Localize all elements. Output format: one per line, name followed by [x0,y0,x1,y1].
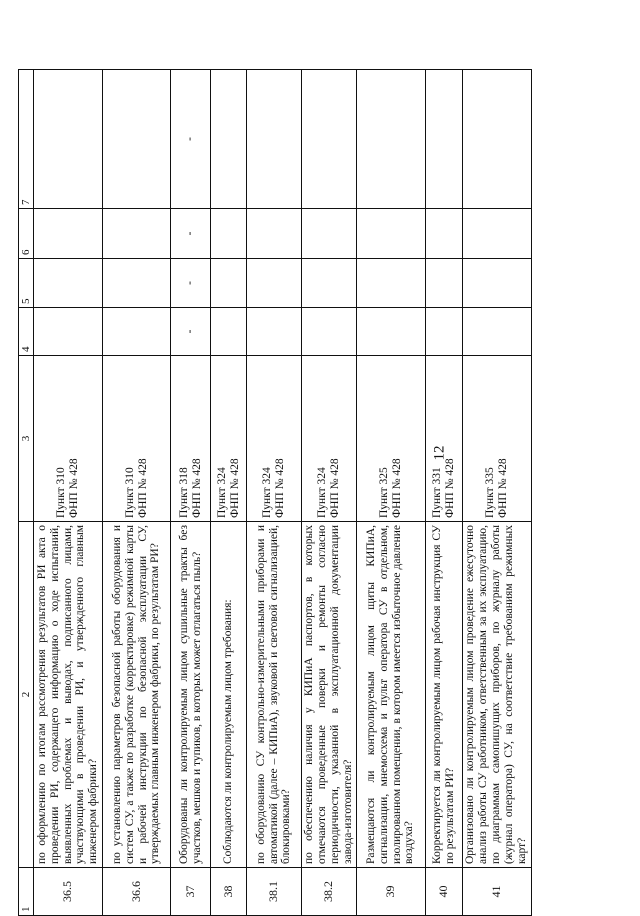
answer-na [462,209,531,259]
table-row [356,70,425,916]
answer-no [462,259,531,308]
row-number: 38.1 [247,868,302,916]
question-text: Организовано ли контролируемым лицом проведение ежесуточно анализ работы СУ работником, ответственным за их эксплуатацию, по диаграммам самопишущих приборов, по журналу работы (журнал оператора) СУ, на соответствие требованиям режимных карт? [462,522,531,868]
question-text: по установлению параметров безопасной работы оборудования и систем СУ, а также по разработке (корректировке) режимной карты и рабочей инструкции по безопасной эксплуатации СУ, утверждаемых главным инженером фабрики, по результатам РИ? [103,522,171,868]
row-number: 36.6 [103,868,171,916]
reference: Пункт 325 ФНП № 428 [356,356,425,522]
notes [356,70,425,209]
notes [34,70,103,209]
reference: Пункт 324 ФНП № 428 [247,356,302,522]
notes: - [171,70,211,209]
reference: Пункт 318 ФНП № 428 [171,356,211,522]
answer-na [34,209,103,259]
answer-no: - [171,259,211,308]
table-row [425,70,462,916]
table-row [171,70,211,916]
answer-na [247,209,302,259]
question-text: по оборудованию СУ контрольно-измерительными приборами и автоматикой (далее – КИПиА), звуковой и световой сигнализацией, блокировками? [247,522,302,868]
notes [462,70,531,209]
row-number: 39 [356,868,425,916]
answer-yes [34,308,103,356]
column-header-7: 7 [19,70,34,209]
answer-no [302,259,357,308]
answer-no [247,259,302,308]
table-row [247,70,302,916]
row-number: 36.5 [34,868,103,916]
notes [103,70,171,209]
checklist-table-rotated [18,70,618,916]
question-text: по обеспечению наличия у КИПиА паспортов, в которых отмечаются проведенные поверки и ремонты согласно периодичности, указанной в эксплуатационной документации завода-изготовителя? [302,522,357,868]
notes [425,70,462,209]
table-row [462,70,531,916]
column-header-4: 4 [19,308,34,356]
answer-no [103,259,171,308]
table-row [103,70,171,916]
row-number: 41 [462,868,531,916]
answer-yes: - [171,308,211,356]
row-number: 38.2 [302,868,357,916]
answer-na [103,209,171,259]
reference: Пункт 324 ФНП № 428 [302,356,357,522]
column-header-5: 5 [19,259,34,308]
answer-no [211,259,247,308]
answer-no [356,259,425,308]
question-text: Размещаются ли контролируемым лицом щиты КИПиА, сигнализации, мнемосхема и пульт оператора СУ в отдельном, изолированном помещении, в котором имеется избыточное давление воздуха? [356,522,425,868]
answer-no [34,259,103,308]
reference: Пункт 335 ФНП № 428 [462,356,531,522]
row-number: 40 [425,868,462,916]
answer-na [356,209,425,259]
table-row [302,70,357,916]
column-header-2: 2 [19,522,34,868]
reference: Пункт 310 ФНП № 428 [34,356,103,522]
table-row [34,70,103,916]
column-header-3: 3 [19,356,34,522]
answer-na [211,209,247,259]
question-text: Корректируется ли контролируемым лицом рабочая инструкция СУ по результатам РИ? [425,522,462,868]
answer-na: - [171,209,211,259]
reference: Пункт 310 ФНП № 428 [103,356,171,522]
answer-yes [425,308,462,356]
reference: Пункт 324 ФНП № 428 [211,356,247,522]
row-number: 37 [171,868,211,916]
row-number: 38 [211,868,247,916]
checklist-table [18,69,532,916]
notes [211,70,247,209]
page-number: 12 [431,445,448,461]
answer-yes [356,308,425,356]
answer-yes [462,308,531,356]
reference: Пункт 331 ФНП № 428 [425,356,462,522]
notes [302,70,357,209]
notes [247,70,302,209]
question-text: Оборудованы ли контролируемым лицом сушильные тракты без участков, мешков и тупиков, в которых может отлагаться пыль? [171,522,211,868]
answer-yes [211,308,247,356]
answer-na [425,209,462,259]
column-header-1: 1 [19,868,34,916]
answer-yes [302,308,357,356]
question-text: Соблюдаются ли контролируемым лицом требования: [211,522,247,868]
question-text: по оформлению по итогам рассмотрения результатов РИ акта о проведении РИ, содержащего информацию о ходе испытаний, выявленных проблемах и выводах, подписанного лицами, участвующими в проведении РИ, и утвержденного главным инженером фабрики? [34,522,103,868]
answer-yes [103,308,171,356]
answer-no [425,259,462,308]
answer-yes [247,308,302,356]
column-header-6: 6 [19,209,34,259]
answer-na [302,209,357,259]
table-row [211,70,247,916]
header-row [19,70,34,916]
